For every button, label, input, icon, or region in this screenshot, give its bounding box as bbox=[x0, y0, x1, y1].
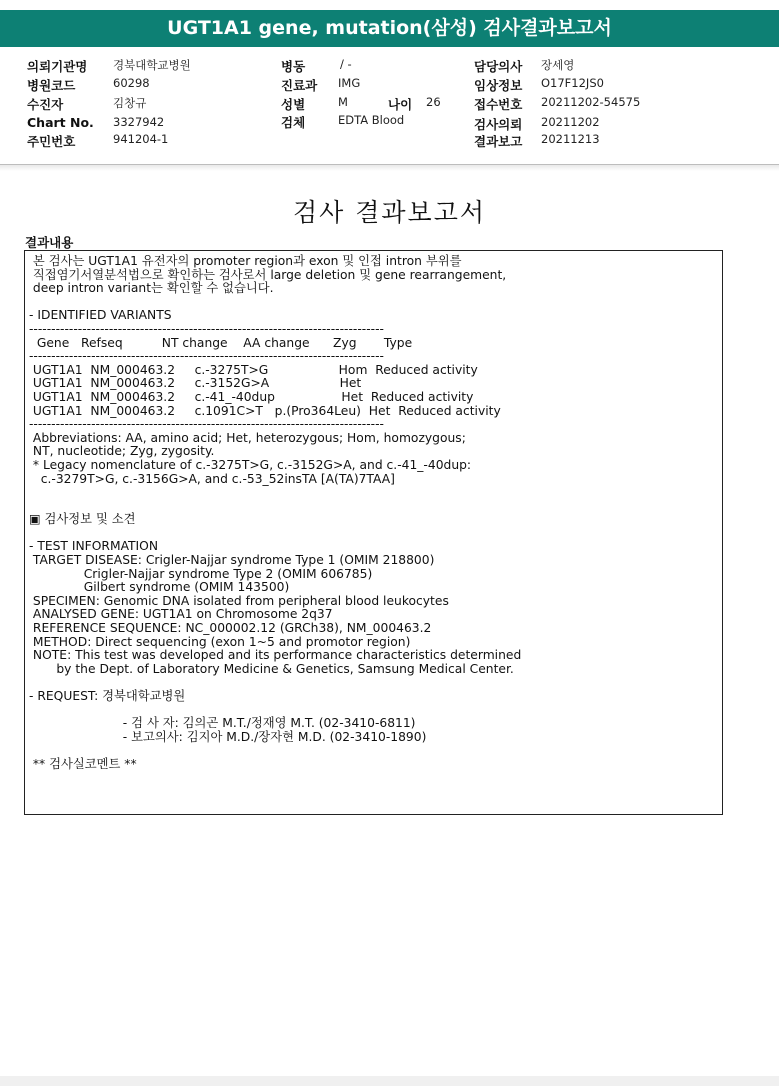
sex-label: 성별 bbox=[281, 97, 306, 112]
chart-no-value: 3327942 bbox=[113, 115, 165, 129]
result-section-label: 결과내용 bbox=[25, 235, 74, 250]
hospital-code-value: 60298 bbox=[113, 76, 150, 90]
resident-no-label: 주민번호 bbox=[27, 134, 76, 149]
department-label: 진료과 bbox=[281, 78, 318, 93]
age-value: 26 bbox=[426, 95, 441, 109]
age-label: 나이 bbox=[388, 97, 413, 112]
recipient-value: 김창규 bbox=[113, 96, 147, 110]
ward-value: / - bbox=[340, 57, 352, 71]
recipient-label: 수진자 bbox=[27, 97, 64, 112]
document-title: 검사 결과보고서 bbox=[293, 198, 486, 227]
specimen-label: 검체 bbox=[281, 115, 306, 130]
doctor-value: 장세영 bbox=[541, 58, 575, 72]
request-date-value: 20211202 bbox=[541, 115, 600, 129]
request-date-label: 검사의뢰 bbox=[474, 117, 523, 132]
report-date-label: 결과보고 bbox=[474, 134, 523, 149]
receipt-no-label: 접수번호 bbox=[474, 97, 523, 112]
ward-label: 병동 bbox=[281, 59, 306, 74]
clinical-info-value: O17F12JS0 bbox=[541, 76, 604, 90]
header-shadow bbox=[0, 165, 779, 171]
hospital-code-label: 병원코드 bbox=[27, 78, 76, 93]
receipt-no-value: 20211202-54575 bbox=[541, 95, 641, 109]
report-title-bar bbox=[0, 10, 779, 47]
doctor-label: 담당의사 bbox=[474, 59, 523, 74]
specimen-value: EDTA Blood bbox=[338, 113, 405, 127]
resident-no-value: 941204-1 bbox=[113, 132, 169, 146]
sex-value: M bbox=[338, 95, 348, 109]
page-bottom-strip bbox=[0, 1076, 779, 1086]
report-title: UGT1A1 gene, mutation(삼성) 검사결과보고서 bbox=[167, 17, 612, 39]
result-content-box bbox=[24, 250, 723, 815]
report-date-value: 20211213 bbox=[541, 132, 600, 146]
institution-label: 의뢰기관명 bbox=[27, 59, 88, 74]
result-body-text: 본 검사는 UGT1A1 유전자의 promoter region과 exon 및 인접 intron 부위를 직접염기서열분석법으로 확인하는 검사로서 large deletion 및 gene rearrangement, deep intron variant는 확인할 수 없습니다. - IDENTIFIED VARIANTS -------------------------------------------------------------------------------- Gene Refseq NT change AA change Zyg Type -------------------------------------------------------------------------------- UGT1A1 NM_000463.2 c.-3275T>G Hom Reduced activity UGT1A1 NM_000463.2 c.-3152G>A Het UGT1A1 NM_000463.2 c.-41_-40dup Het Reduced activity UGT1A1 NM_000463.2 c.1091C>T p.(Pro364Leu) Het Reduced activity -------------------------------------------------------------------------------- Abbreviations: AA, amino acid; Het, heterozygous; Hom, homozygous; NT, nucleotide; Zyg, zygosity. * Legacy nomenclature of c.-3275T>G, c.-3152G>A, and c.-41_-40dup: c.-3279T>G, c.-3156G>A, and c.-53_52insTA [A(TA)7TAA] ▣ 검사정보 및 소견 - TEST INFORMATION TARGET DISEASE: Crigler-Najjar syndrome Type 1 (OMIM 218800) Crigler-Najjar syndrome Type 2 (OMIM 606785) Gilbert syndrome (OMIM 143500) SPECIMEN: Genomic DNA isolated from peripheral blood leukocytes ANALYSED GENE: UGT1A1 on Chromosome 2q37 REFERENCE SEQUENCE: NC_000002.12 (GRCh38), NM_000463.2 METHOD: Direct sequencing (exon 1~5 and promotor region) NOTE: This test was developed and its performance characteristics determined by the Dept. of Laboratory Medicine & Genetics, Samsung Medical Center. - REQUEST: 경북대학교병원 - 검 사 자: 김의곤 M.T./정재영 M.T. (02-3410-6811) - 보고의사: 김지아 M.D./장자현 M.D. (02-3410-1890) ** 검사실코멘트 ** bbox=[29, 254, 522, 771]
patient-info-panel bbox=[0, 48, 779, 166]
institution-value: 경북대학교병원 bbox=[113, 58, 191, 72]
chart-no-label: Chart No. bbox=[27, 115, 94, 130]
department-value: IMG bbox=[338, 76, 361, 90]
clinical-info-label: 임상정보 bbox=[474, 78, 523, 93]
